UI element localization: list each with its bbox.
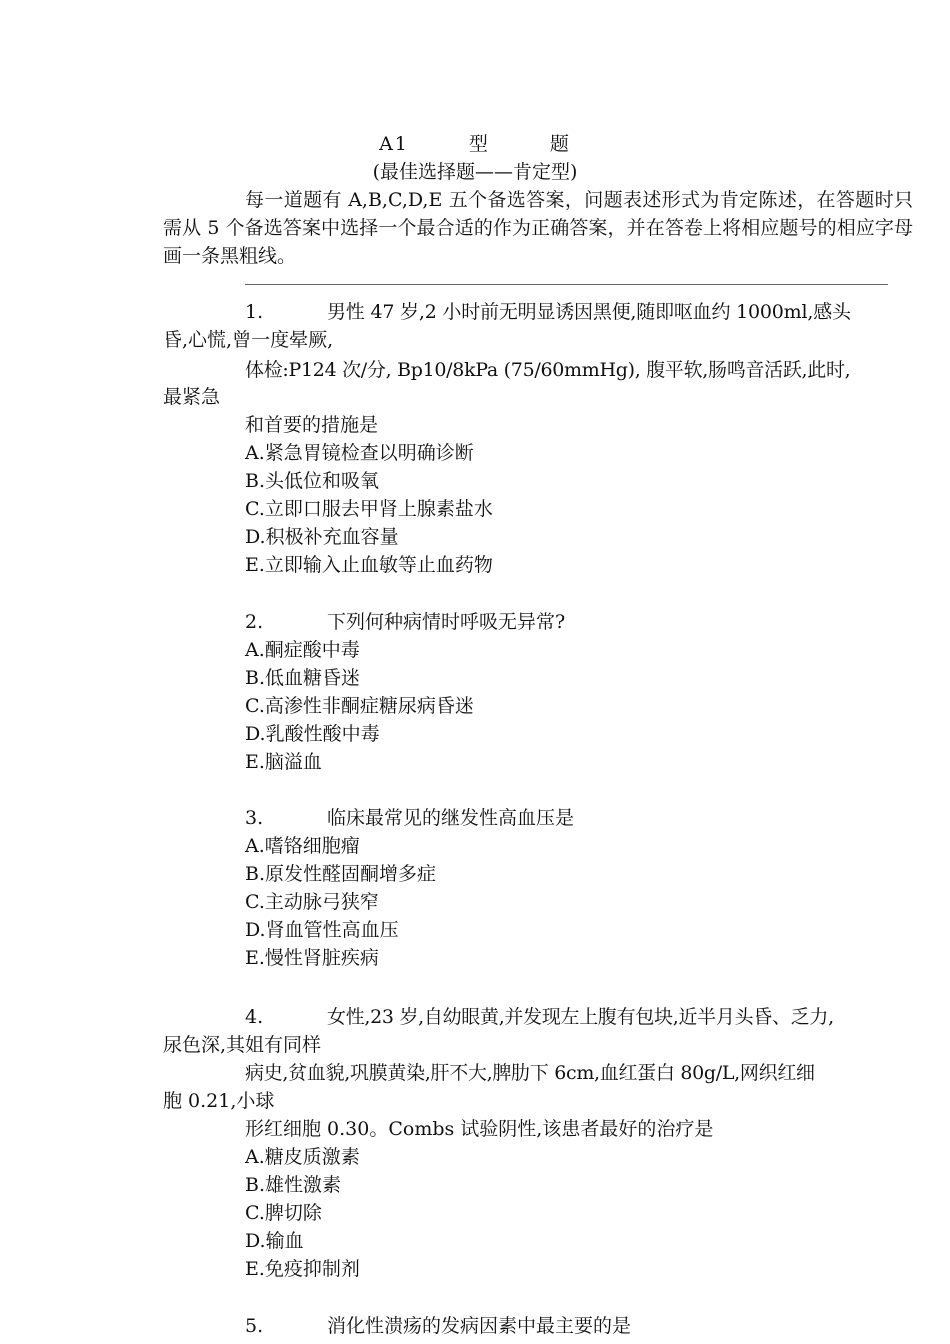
answer-option[interactable]: B.头低位和吸氧 [245, 470, 380, 492]
page-subtitle: (最佳选择题——肯定型) [372, 161, 578, 183]
instructions-paragraph: 每一道题有 A,B,C,D,E 五个备选答案，问题表述形式为肯定陈述，在答题时只需从 5 个备选答案中选择一个最合适的作为正确答案，并在答卷上将相应题号的相应字母画一条黑粗线。 [163, 189, 913, 267]
title-part-b: 型 [468, 133, 490, 155]
question-stem-continuation: 最紧急 [163, 386, 221, 408]
question-stem: 下列何种病情时呼吸无异常? [327, 611, 566, 633]
question-number: 5. [245, 1315, 264, 1337]
answer-option[interactable]: D.积极补充血容量 [245, 526, 399, 548]
answer-option[interactable]: D.肾血管性高血压 [245, 919, 399, 941]
question-stem-continuation: 形红细胞 0.30。Combs 试验阴性,该患者最好的治疗是 [245, 1118, 714, 1140]
answer-option[interactable]: A.紧急胃镜检查以明确诊断 [245, 442, 474, 464]
question-stem-continuation: 体检:P124 次/分, Bp10/8kPa (75/60mmHg), 腹平软,肠鸣音活跃,此时, [245, 359, 851, 381]
answer-option[interactable]: D.乳酸性酸中毒 [245, 723, 380, 745]
answer-option[interactable]: E.免疫抑制剂 [245, 1258, 360, 1280]
question-stem: 临床最常见的继发性高血压是 [327, 807, 575, 829]
question-number: 2. [245, 611, 264, 633]
question-stem-continuation: 病史,贫血貌,巩膜黄染,肝不大,脾肋下 6cm,血红蛋白 80g/L,网织红细 [245, 1062, 815, 1084]
question-stem-continuation: 和首要的措施是 [245, 414, 379, 436]
question-stem: 女性,23 岁,自幼眼黄,并发现左上腹有包块,近半月头昏、乏力, [327, 1006, 834, 1028]
answer-option[interactable]: E.脑溢血 [245, 751, 322, 773]
question-stem-continuation: 胞 0.21,小球 [163, 1090, 275, 1112]
answer-option[interactable]: A.糖皮质激素 [245, 1146, 360, 1168]
divider-line [245, 284, 888, 285]
answer-option[interactable]: B.原发性醛固酮增多症 [245, 863, 437, 885]
answer-option[interactable]: B.雄性激素 [245, 1174, 342, 1196]
question-stem-continuation: 昏,心慌,曾一度晕厥, [163, 329, 334, 351]
answer-option[interactable]: C.立即口服去甲肾上腺素盐水 [245, 498, 493, 520]
answer-option[interactable]: A.酮症酸中毒 [245, 639, 360, 661]
answer-option[interactable]: C.主动脉弓狭窄 [245, 891, 379, 913]
title-part-c: 题 [549, 133, 571, 155]
answer-option[interactable]: E.慢性肾脏疾病 [245, 947, 379, 969]
question-number: 3. [245, 807, 264, 829]
page-title [0, 130, 950, 158]
title-part-a: A1 [379, 133, 409, 155]
question-number: 1. [245, 301, 264, 323]
question-stem-continuation: 尿色深,其姐有同样 [163, 1034, 322, 1056]
question-stem: 消化性溃疡的发病因素中最主要的是 [327, 1315, 632, 1337]
answer-option[interactable]: A.嗜铬细胞瘤 [245, 835, 360, 857]
question-stem: 男性 47 岁,2 小时前无明显诱因黑便,随即呕血约 1000ml,感头 [327, 301, 851, 323]
answer-option[interactable]: E.立即输入止血敏等止血药物 [245, 554, 493, 576]
answer-option[interactable]: B.低血糖昏迷 [245, 667, 361, 689]
answer-option[interactable]: C.脾切除 [245, 1202, 322, 1224]
question-number: 4. [245, 1006, 264, 1028]
answer-option[interactable]: C.高渗性非酮症糖尿病昏迷 [245, 695, 474, 717]
answer-option[interactable]: D.输血 [245, 1230, 304, 1252]
